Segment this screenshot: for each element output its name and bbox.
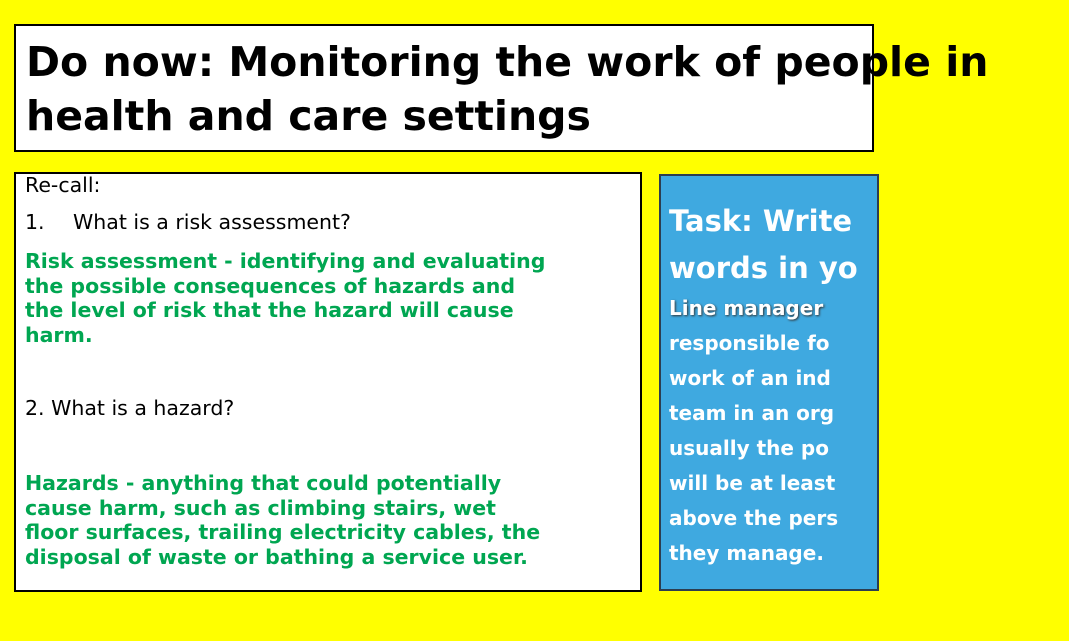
answer-1-line-4: harm. (25, 322, 93, 347)
recall-heading: Re-call: (25, 173, 101, 197)
question-1-number: 1. (25, 210, 45, 234)
task-body-line-1: responsible fo (669, 331, 830, 355)
slide-title-line-2: health and care settings (26, 92, 591, 140)
task-title-line-1: Task: Write (669, 204, 853, 238)
task-body-line-2: work of an ind (669, 366, 831, 390)
task-term: Line manager (669, 296, 824, 320)
answer-1-line-3: the level of risk that the hazard will cause (25, 298, 514, 322)
slide-title-line-1: Do now: Monitoring the work of people in (26, 38, 989, 86)
task-definition (669, 291, 1069, 571)
task-box (659, 174, 879, 591)
recall-box (14, 172, 642, 592)
answer-2-line-2: cause harm, such as climbing stairs, wet (25, 495, 496, 520)
question-1-text: What is a risk assessment? (73, 210, 351, 234)
question-2: 2. What is a hazard? (25, 396, 235, 420)
answer-1-line-2: the possible consequences of hazards and (25, 273, 516, 298)
task-body-line-3: team in an org (669, 401, 835, 425)
task-title-line-2: words in yo (669, 251, 858, 285)
task-body-line-5: will be at least (669, 471, 836, 495)
task-body-line-4: usually the po (669, 436, 829, 460)
task-body-line-7: they manage. (669, 541, 824, 565)
title-box (14, 24, 989, 152)
answer-2-line-4: disposal of waste or bathing a service user. (25, 544, 528, 569)
answer-1-line-1: Risk assessment - identifying and evaluating (25, 249, 546, 273)
slide-title (16, 26, 989, 143)
answer-2-line-3: floor surfaces, trailing electricity cables, the (25, 520, 541, 544)
answer-2-line-1: Hazards - anything that could potentially (25, 471, 502, 495)
answer-2 (25, 471, 635, 569)
question-1 (25, 210, 351, 234)
task-title (669, 198, 1069, 292)
answer-1 (25, 249, 635, 347)
task-body-line-6: above the pers (669, 506, 839, 530)
